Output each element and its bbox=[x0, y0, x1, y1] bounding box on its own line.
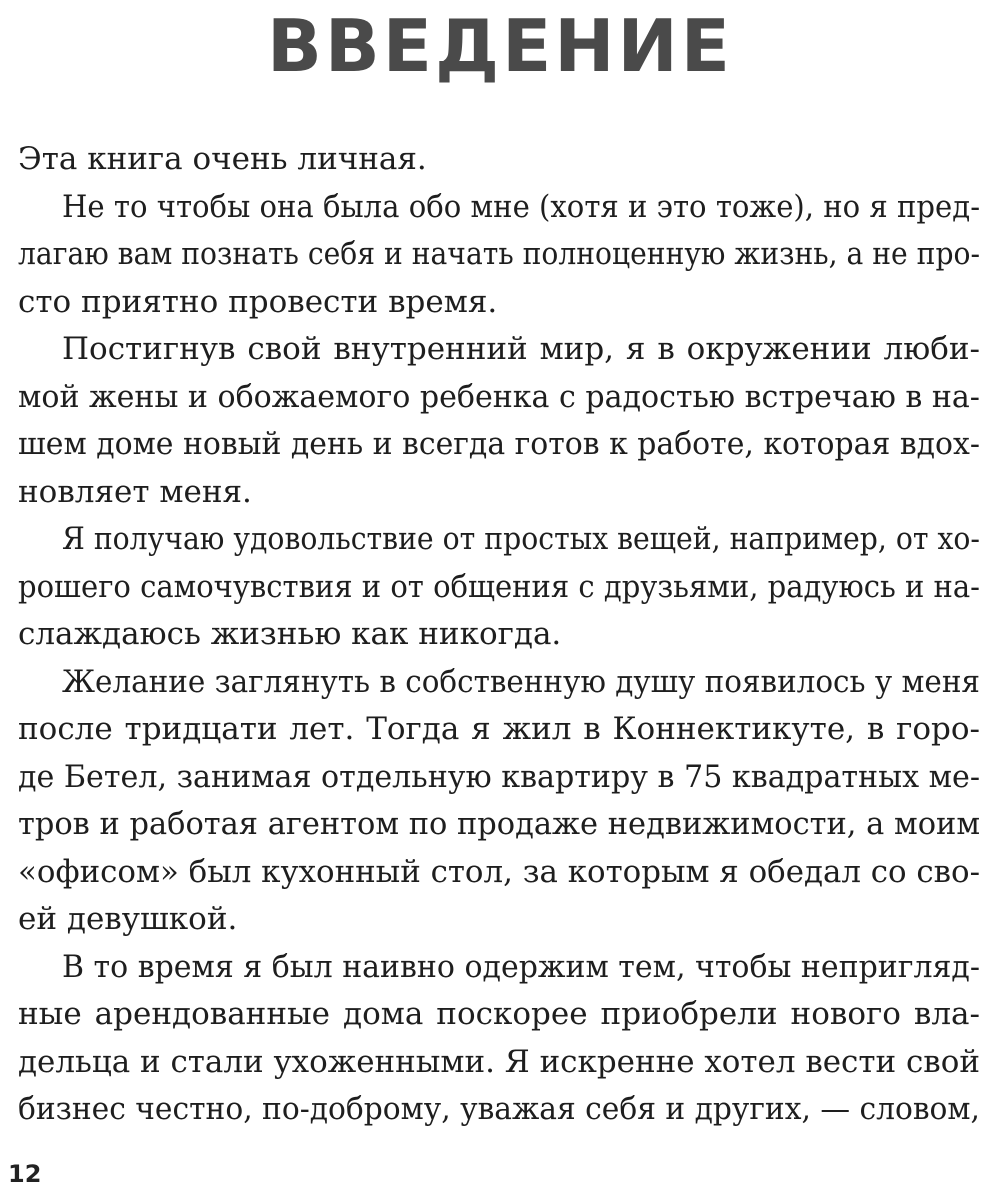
paragraph bbox=[18, 659, 980, 944]
text-line: Не то чтобы она была обо мне (хотя и это тоже), но я пред- bbox=[62, 188, 981, 225]
paragraph bbox=[18, 944, 980, 1134]
text-line: «офисом» был кухонный стол, за которым я обедал со сво- bbox=[18, 853, 981, 890]
text-line: шем доме новый день и всегда готов к работе, которая вдох- bbox=[18, 426, 980, 462]
text-line: тров и работая агентом по продаже недвижимости, а моим bbox=[18, 806, 981, 842]
text-line: Желание заглянуть в собственную душу появилось у меня bbox=[62, 663, 980, 700]
text-line: сто приятно провести время. bbox=[18, 283, 498, 320]
text-line: дельца и стали ухоженными. Я искренне хотел вести свой bbox=[18, 1043, 980, 1080]
text-line: Постигнув свой внутренний мир, я в окружении люби- bbox=[62, 331, 980, 367]
text-line: бизнес честно, по-доброму, уважая себя и других, — словом, bbox=[18, 1091, 980, 1127]
paragraph bbox=[18, 326, 980, 516]
text-line: рошего самочувствия и от общения с друзьями, радуюсь и на- bbox=[18, 568, 981, 605]
text-line: лагаю вам познать себя и начать полноценную жизнь, а не про- bbox=[18, 236, 980, 272]
page-number: 12 bbox=[8, 1160, 42, 1188]
text-line: новляет меня. bbox=[18, 473, 252, 510]
text-line: мой жены и обожаемого ребенка с радостью встречаю в на- bbox=[18, 378, 980, 415]
text-line: де Бетел, занимая отдельную квартиру в 75 квадратных ме- bbox=[18, 758, 981, 795]
paragraph bbox=[18, 516, 980, 659]
paragraph bbox=[18, 184, 980, 327]
text-line: ей девушкой. bbox=[18, 901, 238, 937]
body-text bbox=[18, 136, 980, 1134]
chapter-title: ВВЕДЕНИЕ bbox=[267, 4, 733, 88]
text-line: Эта книга очень личная. bbox=[18, 141, 427, 177]
paragraph bbox=[18, 136, 980, 184]
text-line: после тридцати лет. Тогда я жил в Коннектикуте, в горо- bbox=[18, 711, 981, 747]
text-line: слаждаюсь жизнью как никогда. bbox=[18, 616, 562, 652]
text-line: Я получаю удовольствие от простых вещей, например, от хо- bbox=[62, 521, 980, 557]
text-line: ные арендованные дома поскорее приобрели нового вла- bbox=[18, 996, 980, 1032]
text-line: В то время я был наивно одержим тем, чтобы непригляд- bbox=[62, 948, 981, 985]
